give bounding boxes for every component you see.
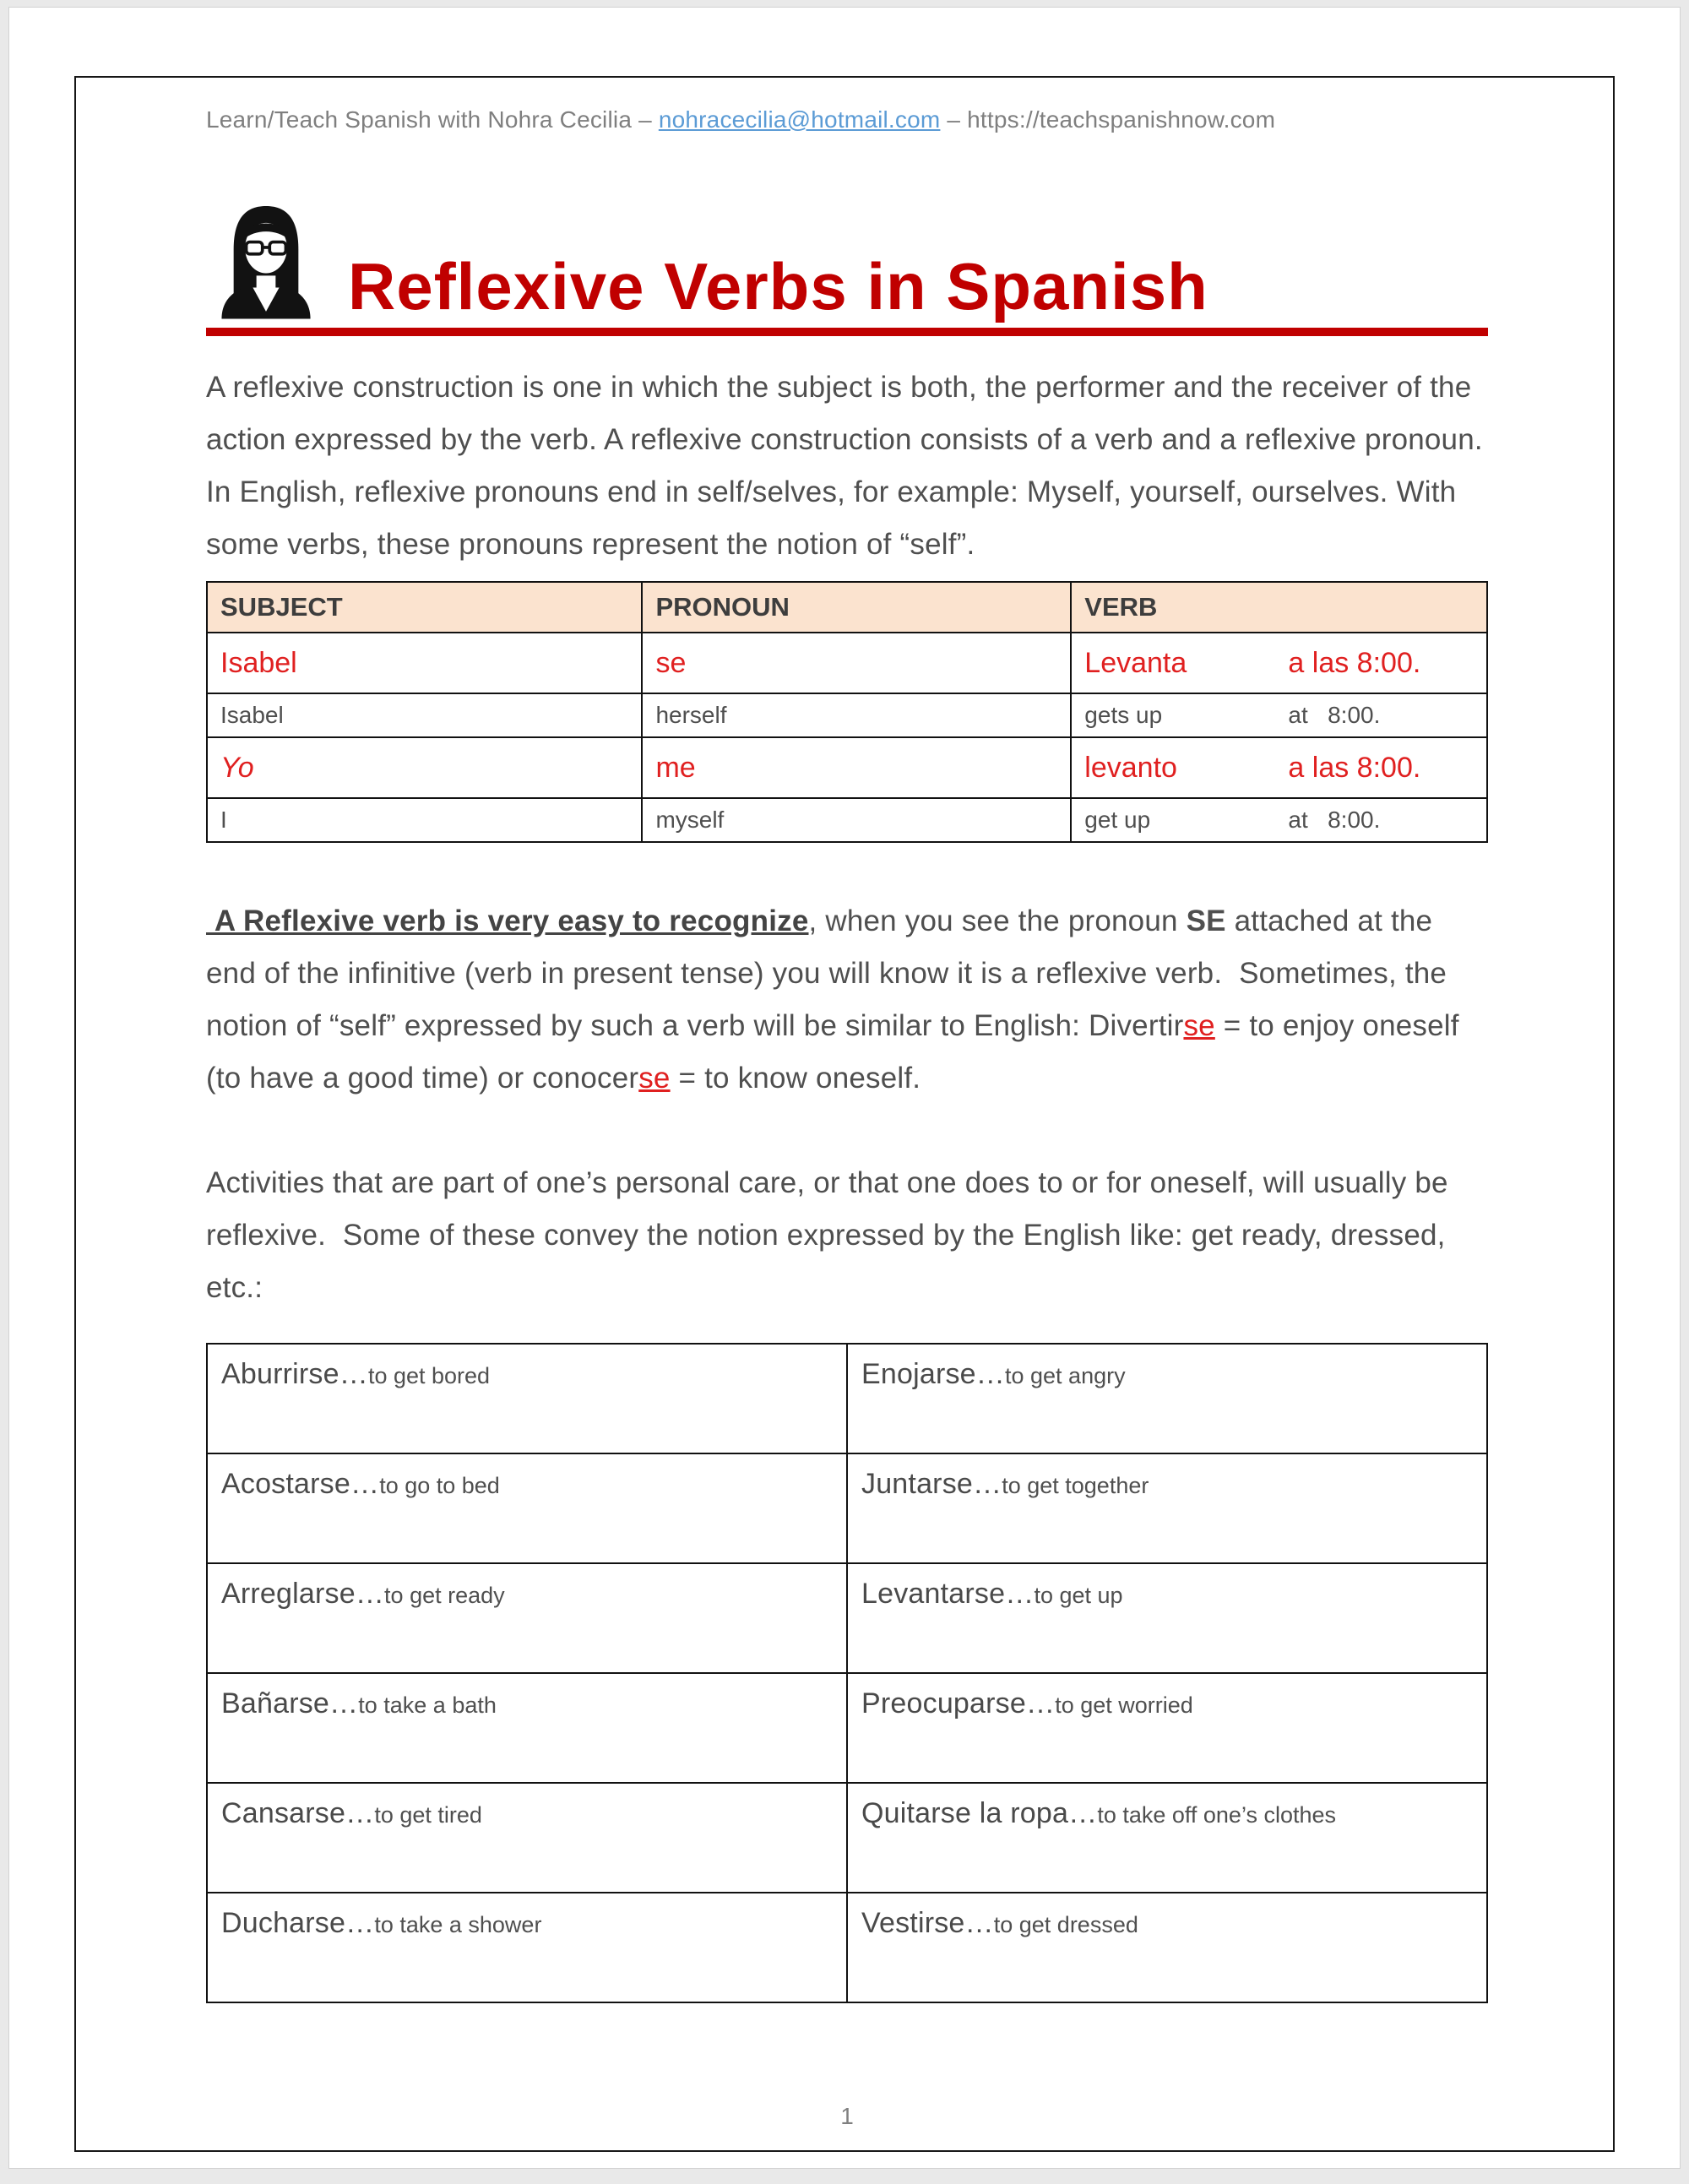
- verb-cell: [1071, 737, 1487, 798]
- recognize-paragraph: [206, 895, 1488, 1105]
- spanish-verb-text: Cansarse…: [221, 1797, 375, 1829]
- example-table: [206, 581, 1488, 843]
- spanish-verb-text: Juntarse…: [861, 1468, 1002, 1500]
- verbs-table-row: [207, 1563, 1487, 1673]
- verb-cell: [1071, 633, 1487, 693]
- verb-list-cell: [207, 1673, 847, 1783]
- table-row-english: [207, 693, 1487, 737]
- subject-cell: Yo: [207, 737, 642, 798]
- spanish-verb-text: Quitarse la ropa…: [861, 1797, 1098, 1829]
- english-meaning-text: to get angry: [1005, 1363, 1126, 1388]
- english-meaning-text: to get together: [1002, 1473, 1149, 1498]
- title-heading: [206, 198, 1488, 336]
- table-row-english: [207, 798, 1487, 842]
- time-text: a las 8:00.: [1288, 646, 1421, 679]
- verb-list-cell: [207, 1893, 847, 2002]
- verb-text: Levanta: [1084, 646, 1187, 679]
- table-row-spanish: [207, 737, 1487, 798]
- pronoun-cell: me: [642, 737, 1071, 798]
- header-prefix-text: Learn/Teach Spanish with Nohra Cecilia –: [206, 106, 659, 133]
- verbs-table-row: [207, 1893, 1487, 2002]
- recognize-body-text: attached at the end of the infinitive (verb in present tense) you will know it is a reflexive verb. Sometimes, the notion of “self” expressed by such a verb will be similar to English:: [206, 905, 1447, 1042]
- verb-text: levanto: [1084, 751, 1177, 784]
- page-title: Reflexive Verbs in Spanish: [348, 249, 1208, 323]
- verb-list-cell: [207, 1563, 847, 1673]
- verb-list-cell: [847, 1783, 1487, 1893]
- english-meaning-text: to go to bed: [379, 1473, 500, 1498]
- spanish-verb-text: Ducharse…: [221, 1907, 375, 1939]
- verb-list-cell: [847, 1453, 1487, 1563]
- spanish-verb-text: Bañarse…: [221, 1687, 359, 1719]
- time-text: a las 8:00.: [1288, 751, 1421, 784]
- subject-cell: Isabel: [207, 633, 642, 693]
- header-url-text: https://teachspanishnow.com: [967, 106, 1276, 133]
- english-meaning-text: to get bored: [367, 1363, 491, 1388]
- verb-list-cell: [847, 1893, 1487, 2002]
- column-header-pronoun: PRONOUN: [642, 582, 1071, 633]
- english-meaning-text: to take off one’s clothes: [1097, 1802, 1337, 1828]
- spanish-verb-text: Enojarse…: [861, 1358, 1005, 1390]
- verbs-table-row: [207, 1783, 1487, 1893]
- spanish-verb-text: Acostarse…: [221, 1468, 380, 1500]
- recognize-middle-text: = to enjoy oneself (to have a good time) or conocer: [206, 1009, 1459, 1095]
- woman-teacher-icon: [206, 198, 326, 326]
- recognize-lead-text: A Reflexive verb is very easy to recognize: [206, 905, 809, 937]
- english-meaning-text: to get dressed: [993, 1912, 1138, 1937]
- header-separator-text: –: [940, 106, 968, 133]
- verb-list-cell: [847, 1673, 1487, 1783]
- subject-cell: I: [207, 798, 642, 842]
- reflexive-verbs-table: [206, 1343, 1488, 2003]
- divertirse-stem-text: Divertir: [1089, 1009, 1184, 1042]
- header-email-link[interactable]: nohracecilia@hotmail.com: [658, 106, 941, 133]
- verb-list-cell: [847, 1344, 1487, 1453]
- verb-list-cell: [207, 1453, 847, 1563]
- divertirse-se-text: se: [1183, 1009, 1215, 1042]
- intro-paragraph: A reflexive construction is one in which the subject is both, the performer and the receiver of the action expressed by the verb. A reflexive construction consists of a verb and a reflexive pronoun. In English, reflexive pronouns end in self/selves, for example: Myself, yourself, ourselves. With some verbs, these pronouns represent the notion of “self”.: [206, 371, 1483, 561]
- verb-text: gets up: [1084, 702, 1163, 728]
- conocerse-se-text: se: [638, 1062, 671, 1095]
- time-text: at 8:00.: [1288, 807, 1381, 833]
- verbs-table-row: [207, 1673, 1487, 1783]
- subject-cell: Isabel: [207, 693, 642, 737]
- page-number: 1: [840, 2103, 854, 2129]
- document-header: [206, 106, 1488, 133]
- english-meaning-text: to get worried: [1055, 1692, 1193, 1718]
- english-meaning-text: to get tired: [374, 1802, 482, 1828]
- english-meaning-text: to take a shower: [374, 1912, 542, 1937]
- spanish-verb-text: Aburrirse…: [221, 1358, 368, 1390]
- spanish-verb-text: Preocuparse…: [861, 1687, 1056, 1719]
- document-content: [74, 76, 1615, 2130]
- time-text: at 8:00.: [1288, 702, 1381, 728]
- recognize-tail-text: = to know oneself.: [670, 1062, 921, 1095]
- table-row-spanish: [207, 633, 1487, 693]
- spanish-verb-text: Vestirse…: [861, 1907, 994, 1939]
- verb-cell: [1071, 693, 1487, 737]
- column-header-verb: VERB: [1071, 582, 1487, 633]
- example-table-header-row: [207, 582, 1487, 633]
- spanish-verb-text: Levantarse…: [861, 1578, 1035, 1610]
- verb-list-cell: [207, 1783, 847, 1893]
- verbs-table-row: [207, 1344, 1487, 1453]
- column-header-subject: SUBJECT: [207, 582, 642, 633]
- pronoun-se-text: SE: [1186, 905, 1226, 937]
- activities-paragraph: Activities that are part of one’s personal care, or that one does to or for oneself, will usually be reflexive. Some of these convey the notion expressed by the English like: get ready, dressed, etc.:: [206, 1166, 1448, 1304]
- recognize-after-lead-text: , when you see the pronoun: [808, 905, 1187, 937]
- verbs-table-row: [207, 1453, 1487, 1563]
- pronoun-cell: herself: [642, 693, 1071, 737]
- verb-cell: [1071, 798, 1487, 842]
- spanish-verb-text: Arreglarse…: [221, 1578, 385, 1610]
- pronoun-cell: myself: [642, 798, 1071, 842]
- verb-list-cell: [847, 1563, 1487, 1673]
- pronoun-cell: se: [642, 633, 1071, 693]
- english-meaning-text: to get up: [1034, 1583, 1123, 1608]
- english-meaning-text: to get ready: [384, 1583, 505, 1608]
- verb-text: get up: [1084, 807, 1151, 833]
- english-meaning-text: to take a bath: [358, 1692, 497, 1718]
- verb-list-cell: [207, 1344, 847, 1453]
